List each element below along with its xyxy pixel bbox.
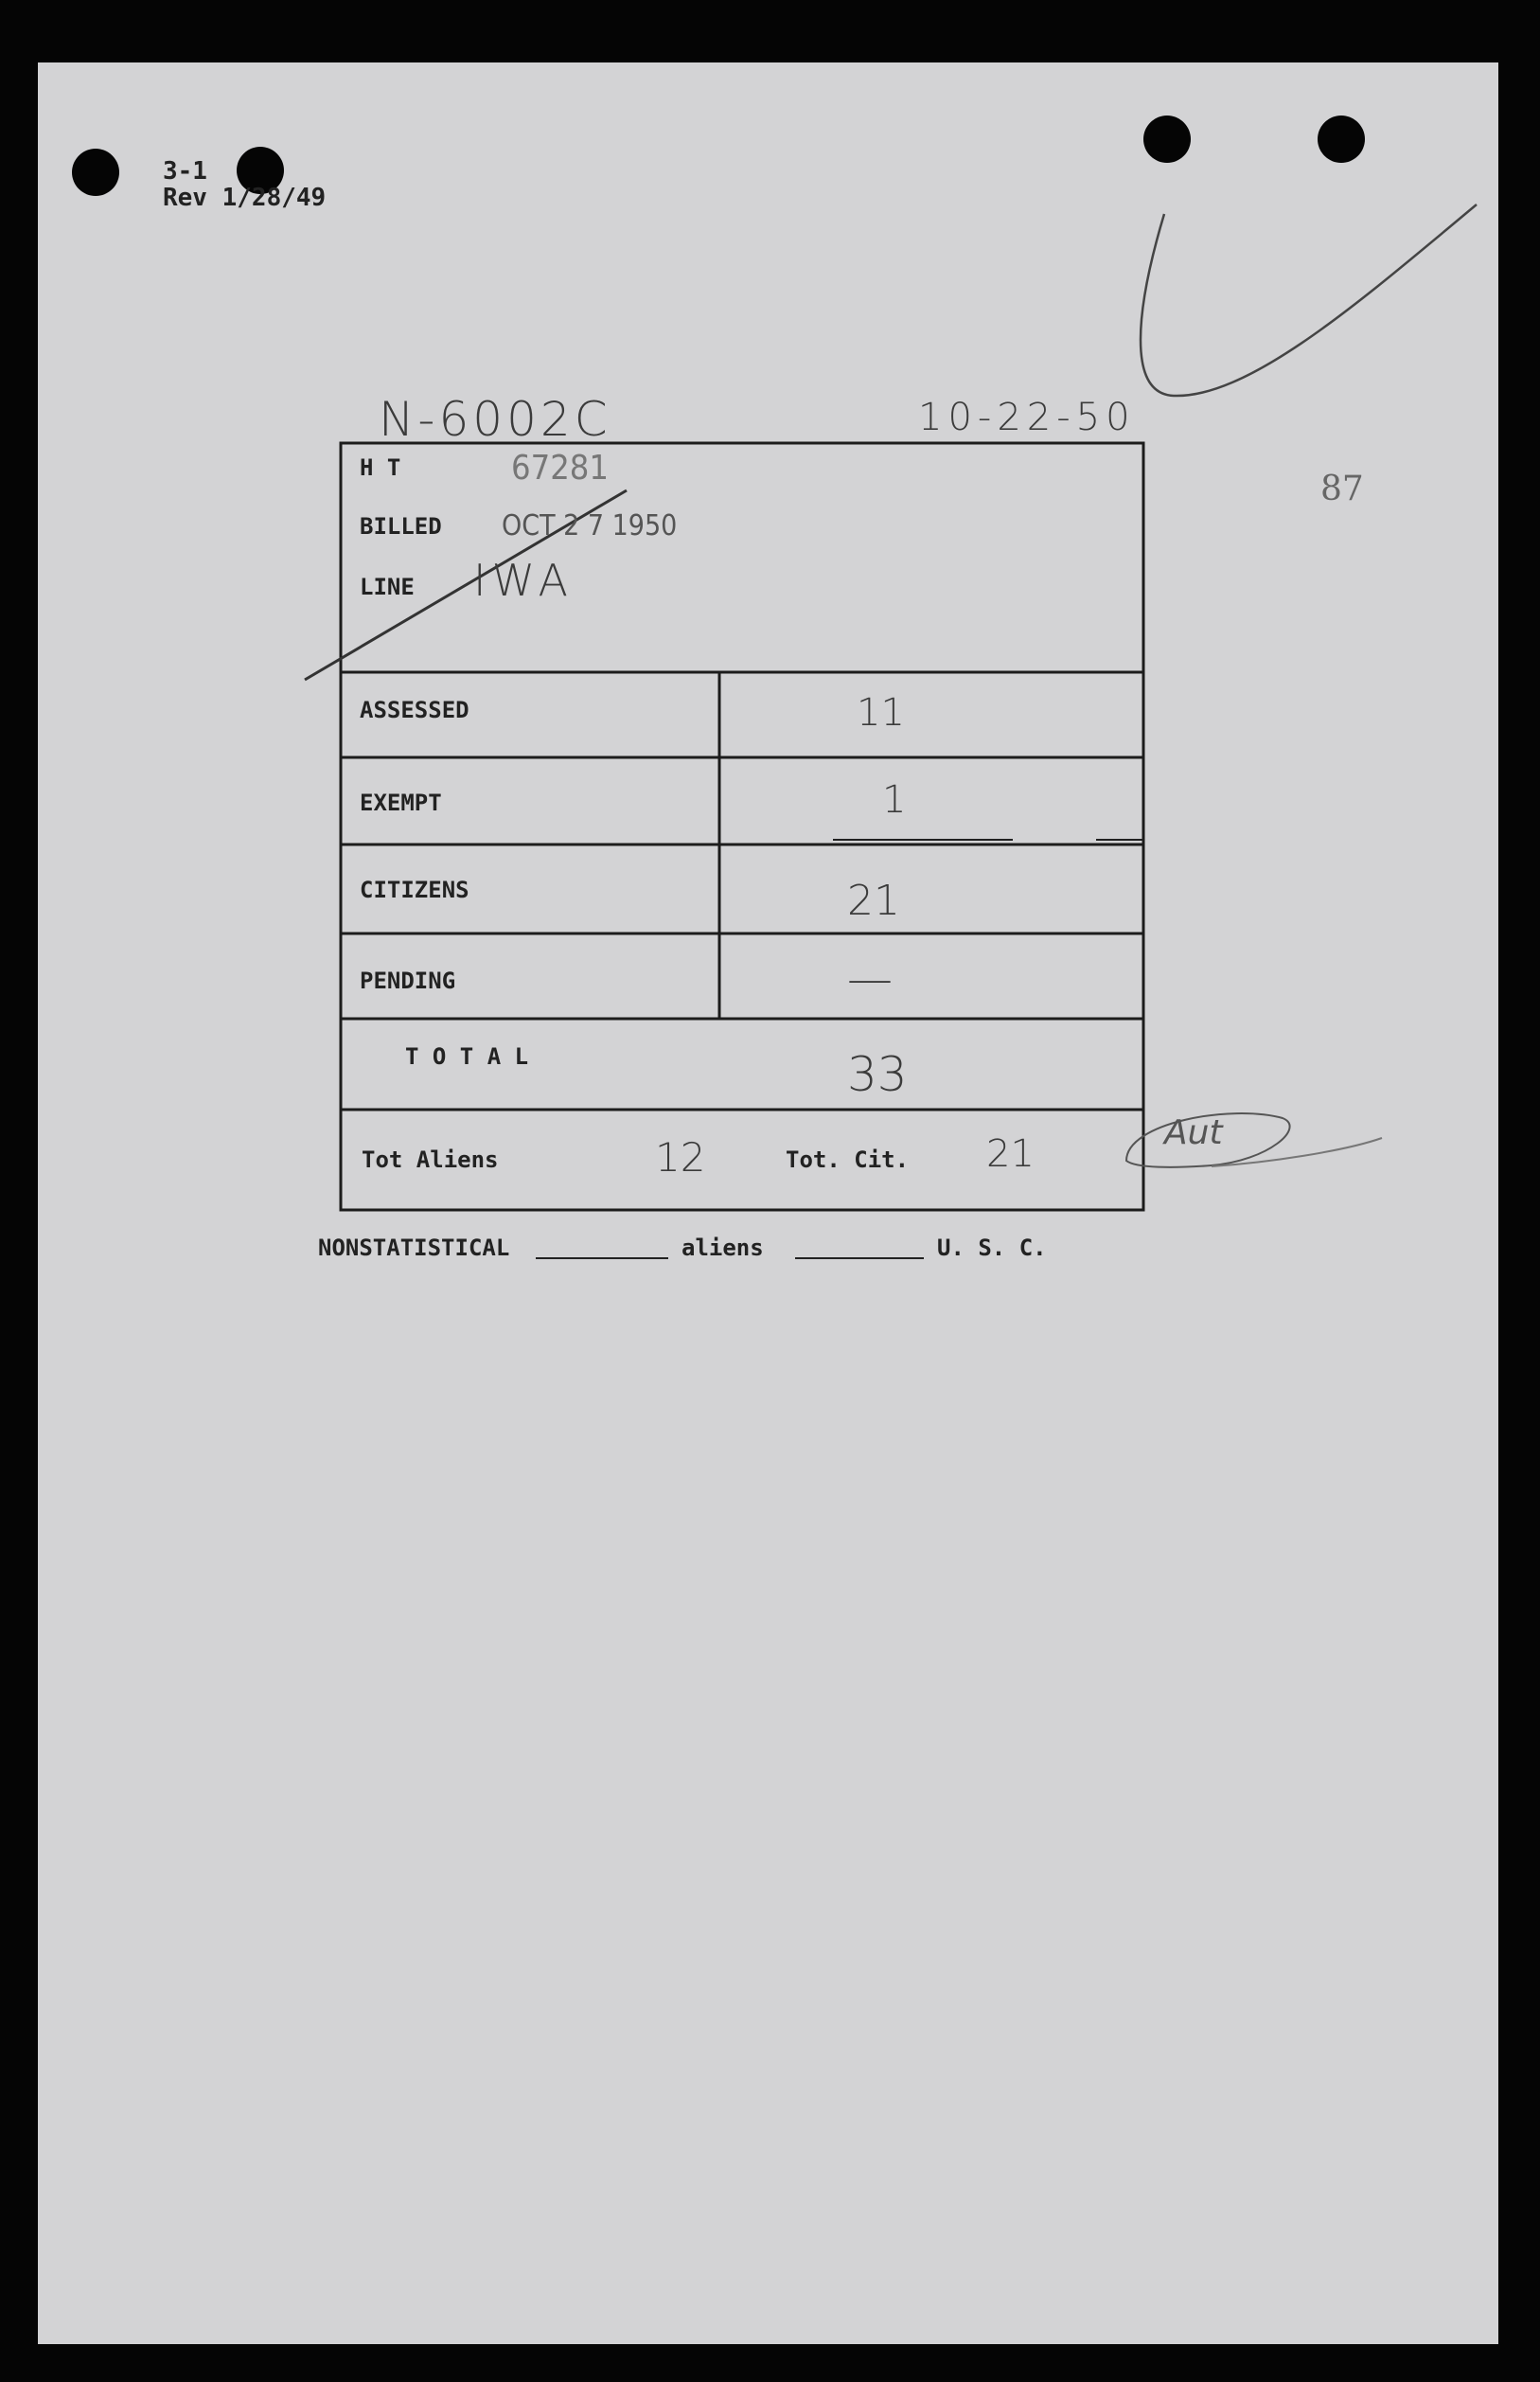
exempt-underline	[833, 839, 1013, 841]
billed-label: BILLED	[360, 513, 442, 540]
row-label-assessed: ASSESSED	[360, 697, 469, 723]
total-label: T O T A L	[405, 1043, 529, 1070]
row-value-pending: —	[847, 952, 893, 1005]
row-value-exempt: 1	[882, 778, 907, 822]
row-value-citizens: 21	[847, 877, 900, 925]
row-label-citizens: CITIZENS	[360, 877, 469, 903]
form-number: 3-1	[163, 157, 207, 186]
nonstatistical-blank	[536, 1257, 668, 1259]
row-label-pending: PENDING	[360, 968, 456, 994]
document-sheet	[38, 62, 1498, 2344]
ht-label: H T	[360, 454, 401, 481]
vessel-reference: N-6002C	[379, 392, 611, 447]
total-aliens-value: 12	[655, 1134, 706, 1181]
page-number: 87	[1320, 470, 1364, 508]
billed-stamp: OCT 2 7 1950	[502, 509, 678, 542]
total-citizens-value: 21	[986, 1132, 1035, 1176]
aliens-label: aliens	[681, 1235, 764, 1261]
row-label-exempt: EXEMPT	[360, 790, 442, 816]
exempt-underline-2	[1096, 839, 1143, 841]
line-value: IWA	[473, 555, 575, 606]
signature: Aut	[1164, 1113, 1223, 1152]
total-aliens-label: Tot Aliens	[362, 1147, 499, 1173]
line-label: LINE	[360, 574, 415, 600]
nonstatistical-label: NONSTATISTICAL	[318, 1235, 510, 1261]
row-value-assessed: 11	[857, 691, 905, 735]
total-value: 33	[847, 1047, 908, 1102]
form-table-lines	[38, 62, 1498, 1293]
header-date: 10-22-50	[918, 396, 1136, 439]
total-citizens-label: Tot. Cit.	[786, 1147, 910, 1173]
usc-label: U. S. C.	[937, 1235, 1047, 1261]
aliens-blank	[795, 1257, 924, 1259]
ht-value: 67281	[511, 449, 610, 488]
form-revision: Rev 1/28/49	[163, 184, 327, 212]
